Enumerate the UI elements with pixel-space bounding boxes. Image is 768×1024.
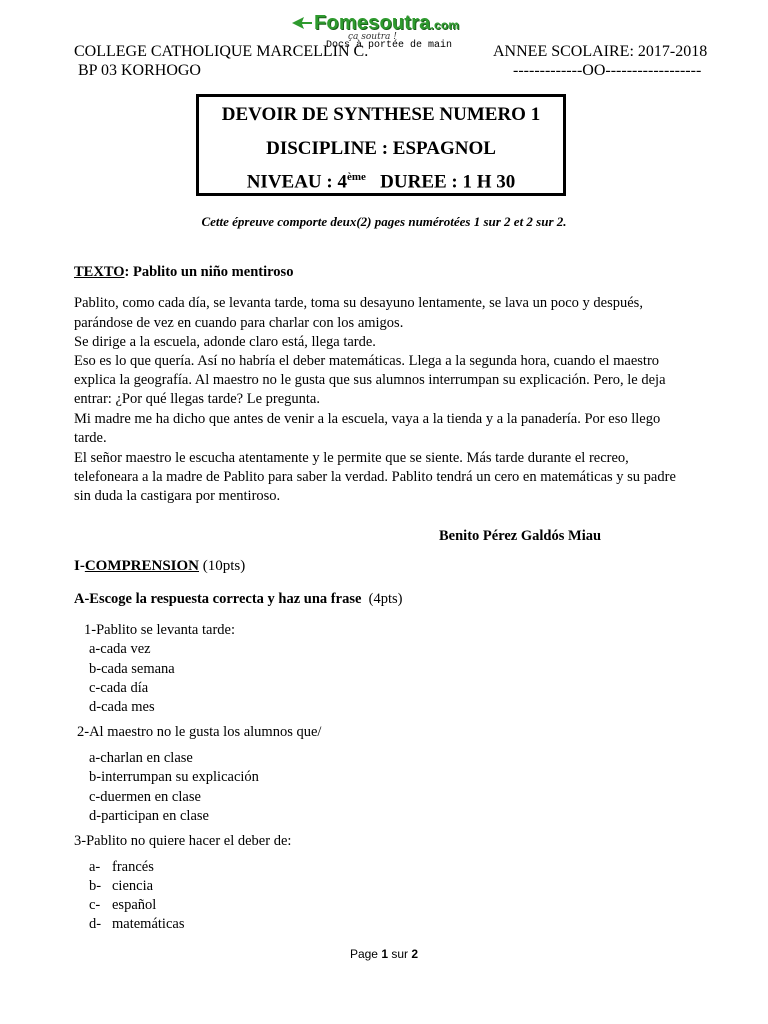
exam-level-duration: NIVEAU : 4ème DUREE : 1 H 30 (246, 171, 516, 193)
question-1-option: b-cada semana (89, 661, 175, 677)
texto-line: parándose de vez en cuando para charlar con los amigos. (74, 315, 404, 331)
header-separator: -------------OO------------------ (513, 62, 702, 79)
question-2-option: c-duermen en clase (89, 789, 201, 805)
question-3: 3-Pablito no quiere hacer el deber de: (74, 833, 292, 849)
texto-line: entrar: ¿Por qué llegas tarde? Le pregunta. (74, 391, 320, 407)
question-1-option: c-cada día (89, 680, 149, 696)
texto-author: Benito Pérez Galdós Miau (439, 528, 602, 544)
question-2-option: b-interrumpan su explicación (89, 769, 259, 785)
question-1-option: a-cada vez (89, 641, 151, 657)
school-address: BP 03 KORHOGO (78, 62, 201, 79)
texto-line: Mi madre me ha dicho que antes de venir a la escuela, vaya a la tienda y a la panadería. Por eso llego (74, 411, 661, 427)
texto-line: explica la geografía. Al maestro no le gusta que sus alumnos interrumpan su explicación. Pero, le deja (74, 372, 666, 388)
question-3-option: a- francés (89, 859, 154, 875)
texto-line: Pablito, como cada día, se levanta tarde, toma su desayuno lentamente, se lava un poco y después, (74, 295, 643, 311)
texto-heading: TEXTO: Pablito un niño mentiroso (74, 264, 294, 280)
logo-arrow-icon (292, 16, 312, 30)
texto-line: sin duda la castigara por mentiroso. (74, 488, 281, 504)
texto-line: El señor maestro le escucha atentamente y le permite que se siente. Más tarde durante el recreo, (74, 450, 629, 466)
logo-tagline: Docs à portée de main (326, 40, 453, 51)
texto-line: telefoneara a la madre de Pablito para saber la verdad. Pablito tendrá un cero en matemáticas y su padre (74, 469, 676, 485)
question-3-option: b- ciencia (89, 878, 154, 894)
question-1-option: d-cada mes (89, 699, 155, 715)
exam-title-box (196, 94, 566, 196)
section-comprension: I-COMPRENSION (10pts) (74, 558, 246, 574)
question-2: 2-Al maestro no le gusta los alumnos que/ (77, 724, 322, 740)
question-2-option: a-charlan en clase (89, 750, 193, 766)
part-a-heading: A-Escoge la respuesta correcta y haz una frase (4pts) (74, 591, 403, 607)
question-1: 1-Pablito se levanta tarde: (84, 622, 235, 638)
page-number: Page 1 sur 2 (349, 947, 419, 961)
exam-page-note: Cette épreuve comporte deux(2) pages numérotées 1 sur 2 et 2 sur 2. (201, 214, 567, 229)
texto-line: Se dirige a la escuela, adonde claro está, llega tarde. (74, 334, 376, 350)
logo-slogan: ça soutra ! (348, 32, 397, 42)
logo-brand: Fomesoutra.com (314, 12, 460, 34)
school-year: ANNEE SCOLAIRE: 2017-2018 (493, 43, 708, 60)
question-3-option: d- matemáticas (89, 916, 185, 932)
question-2-option: d-participan en clase (89, 808, 209, 824)
exam-title: DEVOIR DE SYNTHESE NUMERO 1 (221, 104, 541, 125)
texto-line: tarde. (74, 430, 107, 446)
school-name: COLLEGE CATHOLIQUE MARCELLIN C. (74, 43, 369, 60)
question-3-option: c- español (89, 897, 157, 913)
exam-discipline: DISCIPLINE : ESPAGNOL (266, 138, 496, 159)
texto-line: Eso es lo que quería. Así no habría el deber matemáticas. Llega a la segunda hora, cuando el maestro (74, 353, 660, 369)
